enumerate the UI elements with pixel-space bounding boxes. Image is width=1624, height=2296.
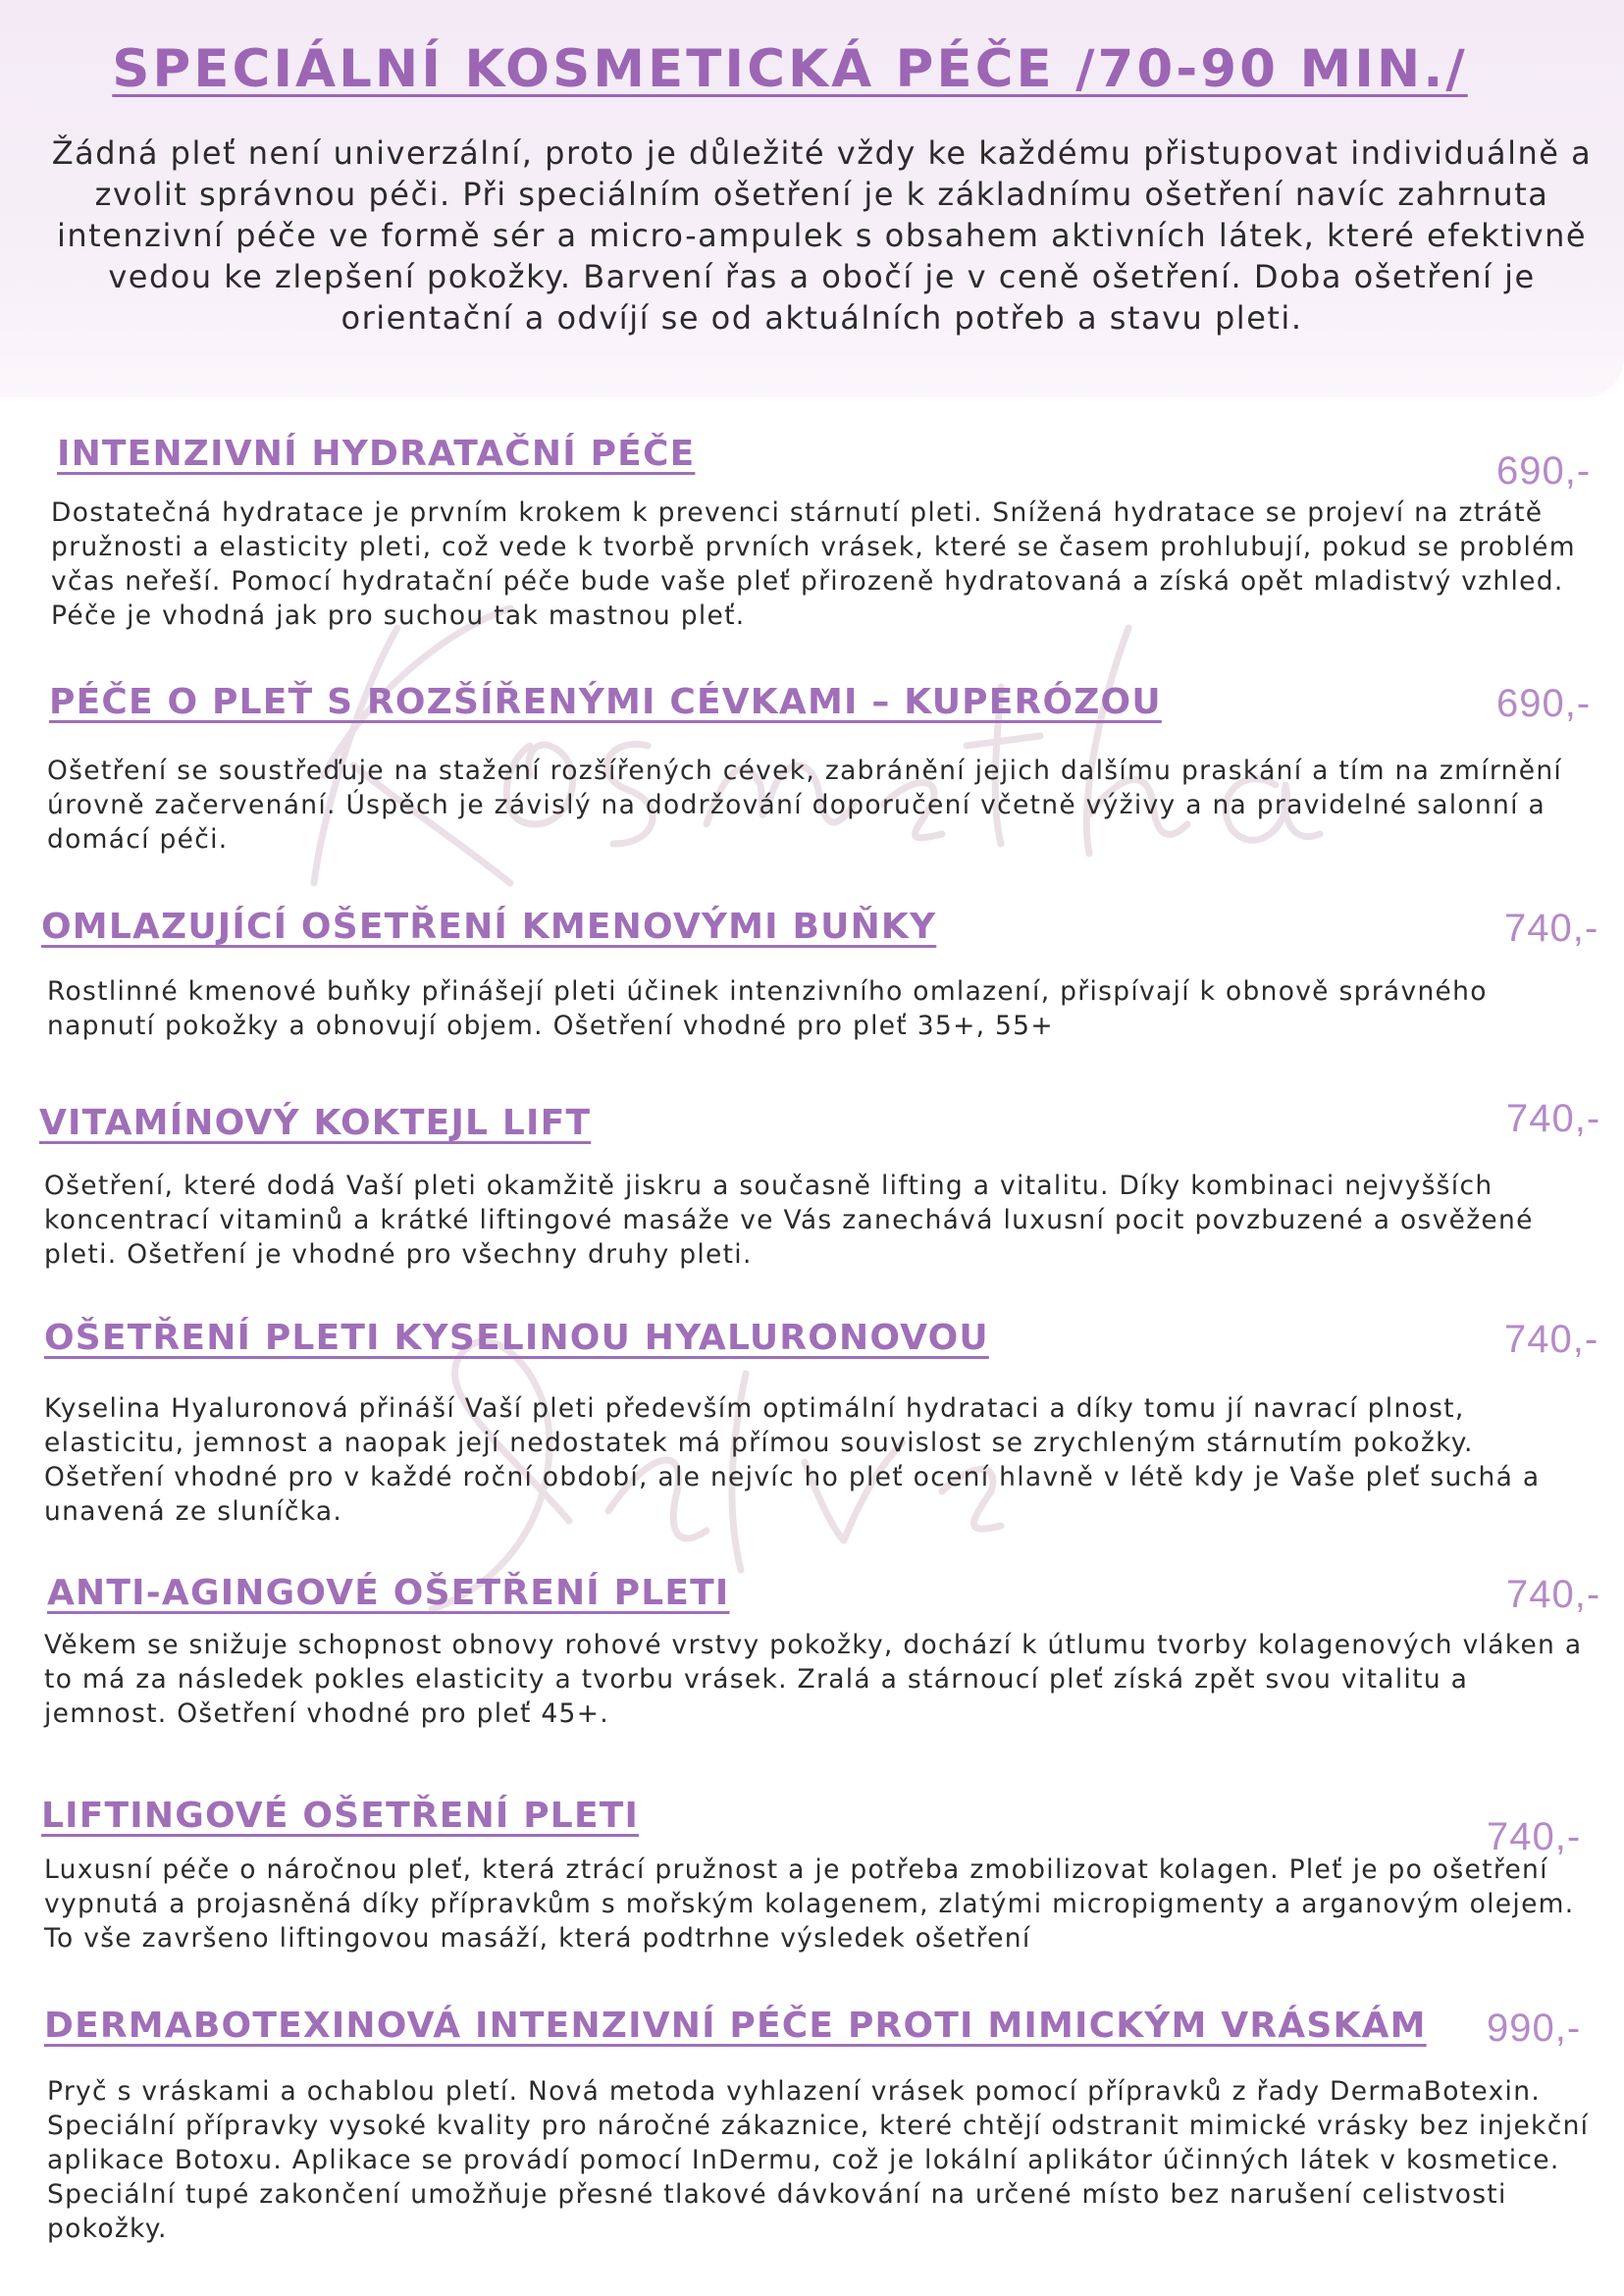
service-price: 740,-	[1506, 1573, 1601, 1616]
intro-text: Žádná pleť není univerzální, proto je důležité vždy ke každému přistupovat individuálně a zvolit správnou péči. Při speciálním ošetření je k základnímu ošetření navíc zahrnuta intenzivní péče ve formě sér a micro-ampulek s obsahem aktivních látek, které efektivně vedou ke zlepšení pokožky. Barvení řas a obočí je v ceně ošetření. Doba ošetření je orientační a odvíjí se od aktuálních potřeb a stavu pleti.	[51, 134, 1593, 337]
service-title: OMLAZUJÍCÍ OŠETŘENÍ KMENOVÝMI BUŇKY	[41, 907, 937, 947]
service-description: Pryč s vráskami a ochablou pletí. Nová metoda vyhlazení vrásek pomocí přípravků z řady DermaBotexin. Speciální přípravky vysoké kvality pro náročné zákaznice, které chtějí odstranit mimické vrásky bez injekční aplikace Botoxu. Aplikace se provádí pomocí InDermu, což je lokální aplikátor účinných látek v kosmetice. Speciální tupé zakončení umožňuje přesné tlakové dávkování na určené místo bez narušení celistvosti pokožky.	[47, 2076, 1590, 2244]
service-price: 740,-	[1504, 1318, 1599, 1361]
service-title: LIFTINGOVÉ OŠETŘENÍ PLETI	[41, 1796, 640, 1836]
service-price: 740,-	[1487, 1815, 1582, 1858]
service-description: Dostatečná hydratace je prvním krokem k prevenci stárnutí pleti. Snížená hydratace se projeví na ztrátě pružnosti a elasticity pleti, což vede k tvorbě prvních vrásek, které se časem prohlubují, pokud se problém včas neřeší. Pomocí hydratační péče bude vaše pleť přirozeně hydratovaná a získá opět mladistvý vzhled. Péče je vhodná jak pro suchou tak mastnou pleť.	[51, 497, 1576, 631]
service-description: Ošetření, které dodá Vaší pleti okamžitě jiskru a současně lifting a vitalitu. Díky kombinaci nejvyšších koncentrací vitaminů a krátké liftingové masáže ve Vás zanechává luxusní pocit povzbuzené a osvěžené pleti. Ošetření je vhodné pro všechny druhy pleti.	[44, 1171, 1534, 1270]
service-title: PÉČE O PLEŤ S ROZŠÍŘENÝMI CÉVKAMI – KUPERÓZOU	[49, 682, 1162, 722]
service-description: Věkem se snižuje schopnost obnovy rohové vrstvy pokožky, dochází k útlumu tvorby kolagenových vláken a to má za následek pokles elasticity a tvorbu vrásek. Zralá a stárnoucí pleť získá zpět svou vitalitu a jemnost. Ošetření vhodné pro pleť 45+.	[44, 1630, 1583, 1729]
service-price: 740,-	[1506, 1097, 1601, 1140]
service-price: 690,-	[1496, 449, 1592, 493]
service-description: Kyselina Hyaluronová přináší Vaší pleti především optimální hydrataci a díky tomu jí navrací plnost, elasticitu, jemnost a naopak její nedostatek má přímou souvislost se zrychleným stárnutím pokožky. Ošetření vhodné pro v každé roční období, ale nejvíc ho pleť ocení hlavně v létě kdy je Vaše pleť suchá a unavená ze sluníčka.	[44, 1393, 1541, 1527]
service-title: OŠETŘENÍ PLETI KYSELINOU HYALURONOVOU	[44, 1318, 989, 1358]
service-price: 740,-	[1504, 907, 1599, 950]
service-description: Luxusní péče o náročnou pleť, která ztrácí pružnost a je potřeba zmobilizovat kolagen. Pleť je po ošetření vypnutá a projasněná díky přípravkům s mořským kolagenem, zlatými micropigmenty a arganovým olejem. To vše završeno liftingovou masáží, která podtrhne výsledek ošetření	[44, 1854, 1575, 1954]
service-title: DERMABOTEXINOVÁ INTENZIVNÍ PÉČE PROTI MIMICKÝM VRÁSKÁM	[44, 2006, 1427, 2046]
page-title: SPECIÁLNÍ KOSMETICKÁ PÉČE /70-90 MIN./	[112, 39, 1468, 99]
service-title: INTENZIVNÍ HYDRATAČNÍ PÉČE	[57, 434, 696, 474]
service-price: 990,-	[1487, 2007, 1582, 2050]
service-description: Rostlinné kmenové buňky přinášejí pleti účinek intenzivního omlazení, přispívají k obnově správného napnutí pokožky a obnovují objem. Ošetření vhodné pro pleť 35+, 55+	[47, 976, 1488, 1041]
service-title: ANTI-AGINGOVÉ OŠETŘENÍ PLETI	[47, 1573, 730, 1613]
service-title: VITAMÍNOVÝ KOKTEJL LIFT	[39, 1103, 592, 1143]
service-price: 690,-	[1496, 682, 1592, 725]
service-description: Ošetření se soustřeďuje na stažení rozšířených cévek, zabránění jejich dalšímu praskání a tím na zmírnění úrovně začervenání. Úspěch je závislý na dodržování doporučení včetně výživy a na pravidelné salonní a domácí péči.	[47, 756, 1563, 855]
